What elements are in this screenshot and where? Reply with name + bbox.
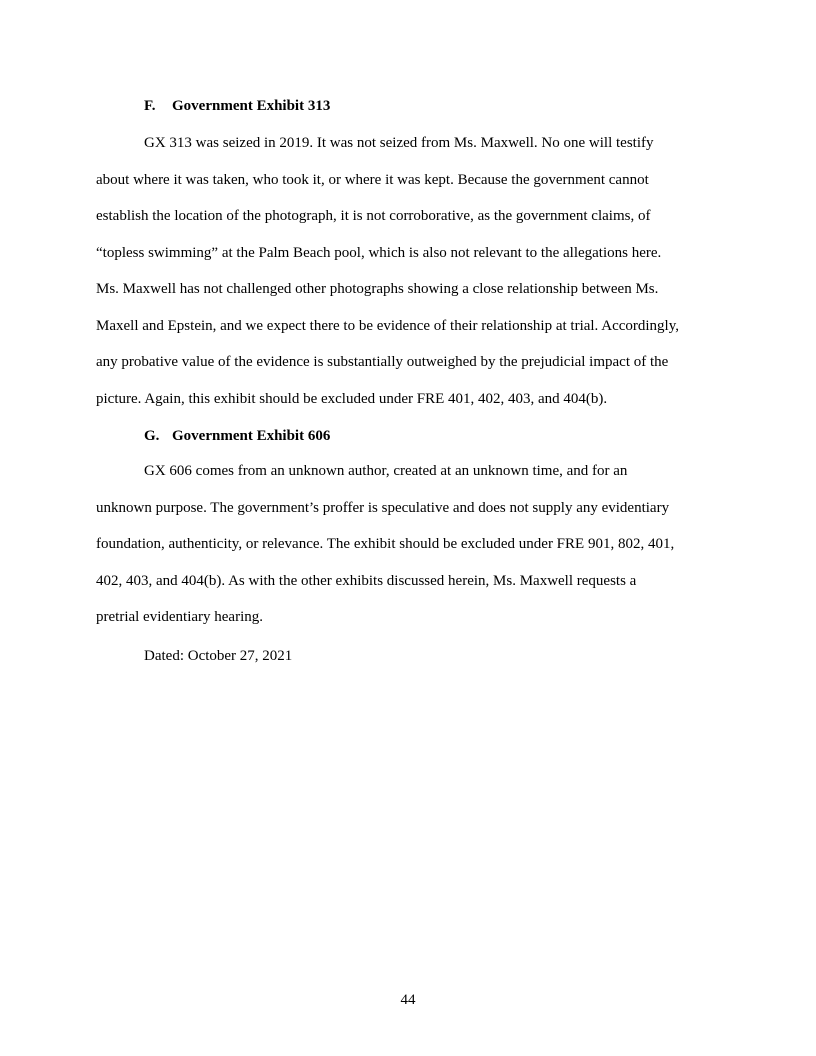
paragraph-line: unknown purpose. The government’s proffer is speculative and does not supply any evidentiary	[96, 499, 670, 516]
paragraph-line: GX 606 comes from an unknown author, created at an unknown time, and for an	[144, 463, 628, 479]
paragraph-line: 402, 403, and 404(b). As with the other exhibits discussed herein, Ms. Maxwell requests a	[96, 572, 637, 589]
section-g-letter: G.	[144, 428, 160, 444]
page-number: 44	[400, 992, 416, 1008]
section-g-heading	[144, 427, 330, 445]
paragraph-line: Maxell and Epstein, and we expect there to be evidence of their relationship at trial. Accordingly,	[96, 317, 679, 334]
section-f-title: Government Exhibit 313	[172, 98, 331, 114]
section-f-paragraph	[96, 134, 736, 426]
paragraph-line: GX 313 was seized in 2019. It was not seized from Ms. Maxwell. No one will testify	[144, 135, 654, 151]
paragraph-line: about where it was taken, who took it, or where it was kept. Because the government cannot	[96, 171, 649, 188]
date-line: Dated: October 27, 2021	[144, 648, 293, 664]
section-f-heading	[144, 97, 330, 115]
section-g-title: Government Exhibit 606	[172, 428, 331, 444]
section-g-paragraph	[96, 462, 736, 645]
paragraph-line: foundation, authenticity, or relevance. The exhibit should be excluded under FRE 901, 802, 401,	[96, 536, 675, 552]
section-f-letter: F.	[144, 98, 156, 114]
paragraph-line: picture. Again, this exhibit should be excluded under FRE 401, 402, 403, and 404(b).	[96, 390, 608, 407]
paragraph-line: “topless swimming” at the Palm Beach pool, which is also not relevant to the allegations here.	[96, 244, 662, 261]
paragraph-line: any probative value of the evidence is substantially outweighed by the prejudicial impact of the	[96, 354, 669, 370]
paragraph-line: Ms. Maxwell has not challenged other photographs showing a close relationship between Ms.	[96, 281, 659, 297]
paragraph-line: establish the location of the photograph, it is not corroborative, as the government claims, of	[96, 208, 651, 224]
paragraph-line: pretrial evidentiary hearing.	[96, 609, 264, 625]
